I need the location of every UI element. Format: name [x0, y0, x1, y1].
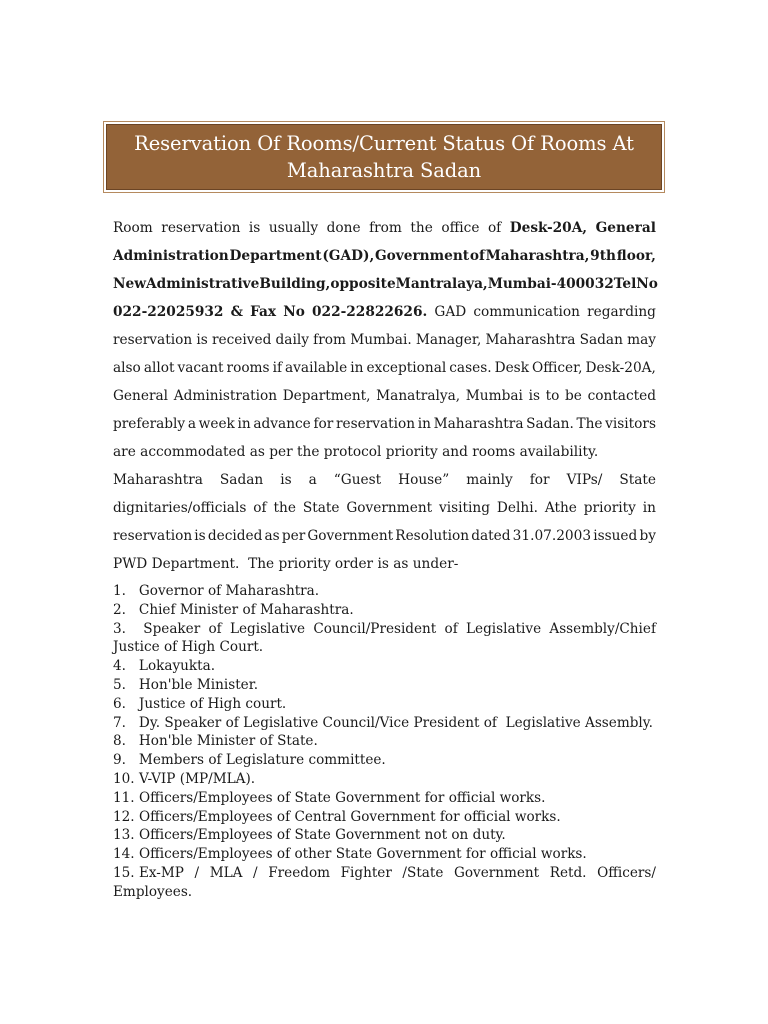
word: VIPs/	[566, 472, 603, 488]
word: Legislative	[229, 620, 306, 637]
word: 15. Ex-MP	[113, 864, 184, 881]
word: Maharashtra	[113, 472, 203, 488]
word: advance	[253, 416, 311, 432]
word: visiting	[439, 500, 491, 516]
word: Manatralya,	[376, 388, 461, 404]
word: reservation	[113, 528, 193, 544]
list-item: 1. Governor of Maharashtra.	[113, 583, 320, 599]
word: Retd.	[549, 864, 587, 881]
word: is	[528, 388, 540, 404]
paragraph-guest-house	[113, 466, 656, 578]
word: Maharashtra,	[485, 248, 590, 264]
word: preferably	[113, 416, 186, 432]
paragraph-line	[113, 494, 656, 522]
word: Administrative	[146, 276, 260, 292]
word: be	[565, 388, 582, 404]
word: received	[211, 332, 272, 348]
list-item: 11. Officers/Employees of State Government for official works.	[113, 789, 546, 806]
word: Desk	[494, 360, 529, 376]
word: MLA	[209, 864, 243, 881]
word: Desk-20A,	[585, 360, 656, 376]
word: House”	[398, 472, 450, 488]
word: 3. Speaker	[113, 620, 201, 637]
list-item: Employees.	[113, 883, 193, 900]
list-item: 2. Chief Minister of Maharashtra.	[113, 601, 354, 618]
word: 9th	[590, 248, 616, 264]
word: in	[417, 416, 431, 432]
word: /State	[402, 864, 444, 881]
word: reservation	[335, 416, 416, 432]
word: Mantralaya,	[395, 276, 488, 292]
word: in	[642, 500, 656, 516]
word: of	[208, 620, 222, 637]
word: reservation	[113, 332, 193, 348]
word: Athe	[544, 500, 577, 516]
word: issued	[593, 528, 638, 544]
word: of	[444, 620, 458, 637]
word: for	[529, 472, 550, 488]
word: also	[113, 360, 141, 376]
word: Administration	[173, 388, 278, 404]
word: in	[350, 360, 364, 376]
word: Government	[307, 528, 394, 544]
word: done	[326, 220, 361, 236]
word: of	[253, 500, 267, 516]
word: exceptional	[366, 360, 447, 376]
word: General	[113, 388, 169, 404]
word: No	[283, 304, 305, 320]
word: of	[469, 248, 485, 264]
word: decided	[207, 528, 263, 544]
word: is	[196, 332, 208, 348]
word: for	[313, 416, 334, 432]
list-item: 7. Dy. Speaker of Legislative Council/Vice President of Legislative Assembly.	[113, 714, 653, 731]
word: allot	[143, 360, 175, 376]
title-banner	[106, 124, 662, 190]
word: is	[280, 472, 292, 488]
word: Freedom	[268, 864, 331, 881]
word: Department	[229, 248, 322, 264]
paragraph-line	[113, 466, 656, 494]
word: contacted	[587, 388, 656, 404]
word: per	[281, 528, 306, 544]
word: visitors	[605, 416, 656, 432]
list-item: 6. Justice of High court.	[113, 695, 287, 712]
word: priority	[583, 500, 636, 516]
word: Sadan	[219, 472, 264, 488]
paragraph-line	[113, 382, 656, 410]
word: of	[487, 220, 502, 236]
word: if	[272, 360, 283, 376]
paragraph-line	[113, 270, 656, 298]
word: New	[113, 276, 147, 292]
list-item: 8. Hon'ble Minister of State.	[113, 733, 318, 750]
list-item	[113, 864, 656, 883]
word: General	[595, 220, 656, 236]
title-line-2: Maharashtra Sadan	[286, 159, 482, 182]
list-item: 5. Hon'ble Minister.	[113, 676, 259, 693]
word: GAD	[434, 304, 467, 320]
paragraph-line	[113, 410, 656, 438]
word: Mumbai	[465, 388, 523, 404]
word: Legislative	[466, 620, 542, 637]
paragraph-line	[113, 214, 656, 242]
word: is	[194, 528, 206, 544]
priority-list	[113, 582, 656, 902]
word: office	[441, 220, 480, 236]
word: Maharashtra	[485, 332, 576, 348]
word: floor,	[616, 248, 656, 264]
list-item	[113, 620, 656, 639]
word: the	[410, 220, 433, 236]
word: Department,	[282, 388, 371, 404]
word: Manager,	[415, 332, 482, 348]
list-item: Justice of High Court.	[113, 639, 264, 656]
title-line-1: Reservation Of Rooms/Current Status Of Rooms At	[134, 132, 634, 155]
word: State	[619, 472, 656, 488]
paragraph-line	[113, 298, 656, 326]
word: Assembly/Chief	[549, 620, 656, 637]
word: (GAD),	[322, 248, 375, 264]
word: Room	[113, 220, 153, 236]
word: in	[237, 416, 251, 432]
word: rooms	[226, 360, 270, 376]
word: Fighter	[340, 864, 392, 881]
word: /	[194, 864, 200, 881]
word: Government	[346, 500, 433, 516]
word: Tel	[613, 276, 637, 292]
word: State	[302, 500, 340, 516]
word: as	[264, 528, 280, 544]
list-item: 14. Officers/Employees of other State Government for official works.	[113, 846, 587, 863]
word: opposite	[330, 276, 396, 292]
word: Building,	[259, 276, 331, 292]
word: dignitaries/officials	[113, 500, 247, 516]
word: Council/President	[313, 620, 437, 637]
word: Sadan	[579, 332, 623, 348]
word: Sadan.	[526, 416, 574, 432]
word: Government	[453, 864, 540, 881]
word: dated	[471, 528, 511, 544]
word: to	[545, 388, 560, 404]
word: PWD Department. The priority order is as under-	[113, 556, 459, 572]
word: mainly	[466, 472, 513, 488]
word: from	[369, 220, 402, 236]
word: Mumbai-400032	[487, 276, 614, 292]
word: No	[636, 276, 658, 292]
word: regarding	[587, 304, 656, 320]
word: cases.	[449, 360, 492, 376]
list-item: 4. Lokayukta.	[113, 658, 216, 675]
paragraph-line	[113, 242, 656, 270]
word: communication	[473, 304, 580, 320]
word: Desk-20A,	[509, 220, 588, 236]
word: usually	[268, 220, 319, 236]
word: may	[627, 332, 656, 348]
paragraph-line	[113, 438, 656, 466]
word: Fax	[250, 304, 277, 320]
paragraph-reservation-office	[113, 214, 656, 466]
word: “Guest	[333, 472, 382, 488]
paragraph-line	[113, 550, 656, 578]
word: Maharashtra	[433, 416, 524, 432]
word: vacant	[177, 360, 224, 376]
word: The	[576, 416, 603, 432]
word: daily	[275, 332, 309, 348]
paragraph-line	[113, 326, 656, 354]
word: &	[230, 304, 243, 320]
word: by	[639, 528, 656, 544]
word: from	[313, 332, 347, 348]
word: Officer,	[532, 360, 583, 376]
word: are accommodated as per the protocol priority and rooms availability.	[113, 444, 599, 460]
word: is	[248, 220, 261, 236]
word: reservation	[161, 220, 241, 236]
word: 022-22025932	[113, 304, 224, 320]
word: 31.07.2003	[512, 528, 592, 544]
word: 022-22822626.	[312, 304, 428, 320]
word: Resolution	[395, 528, 470, 544]
word: /	[253, 864, 258, 881]
word: Delhi.	[496, 500, 538, 516]
word: a	[308, 472, 317, 488]
word: Officers/	[597, 864, 656, 881]
word: available	[285, 360, 348, 376]
list-item: 12. Officers/Employees of Central Government for official works.	[113, 808, 561, 825]
list-item: 10. V-VIP (MP/MLA).	[113, 770, 256, 787]
word: Government	[374, 248, 470, 264]
word: Administration	[113, 248, 229, 264]
list-item: 9. Members of Legislature committee.	[113, 752, 386, 769]
word: week	[198, 416, 235, 432]
word: a	[187, 416, 196, 432]
word: the	[273, 500, 296, 516]
list-item: 13. Officers/Employees of State Government not on duty.	[113, 827, 506, 844]
paragraph-line	[113, 354, 656, 382]
paragraph-line	[113, 522, 656, 550]
word: Mumbai.	[350, 332, 412, 348]
